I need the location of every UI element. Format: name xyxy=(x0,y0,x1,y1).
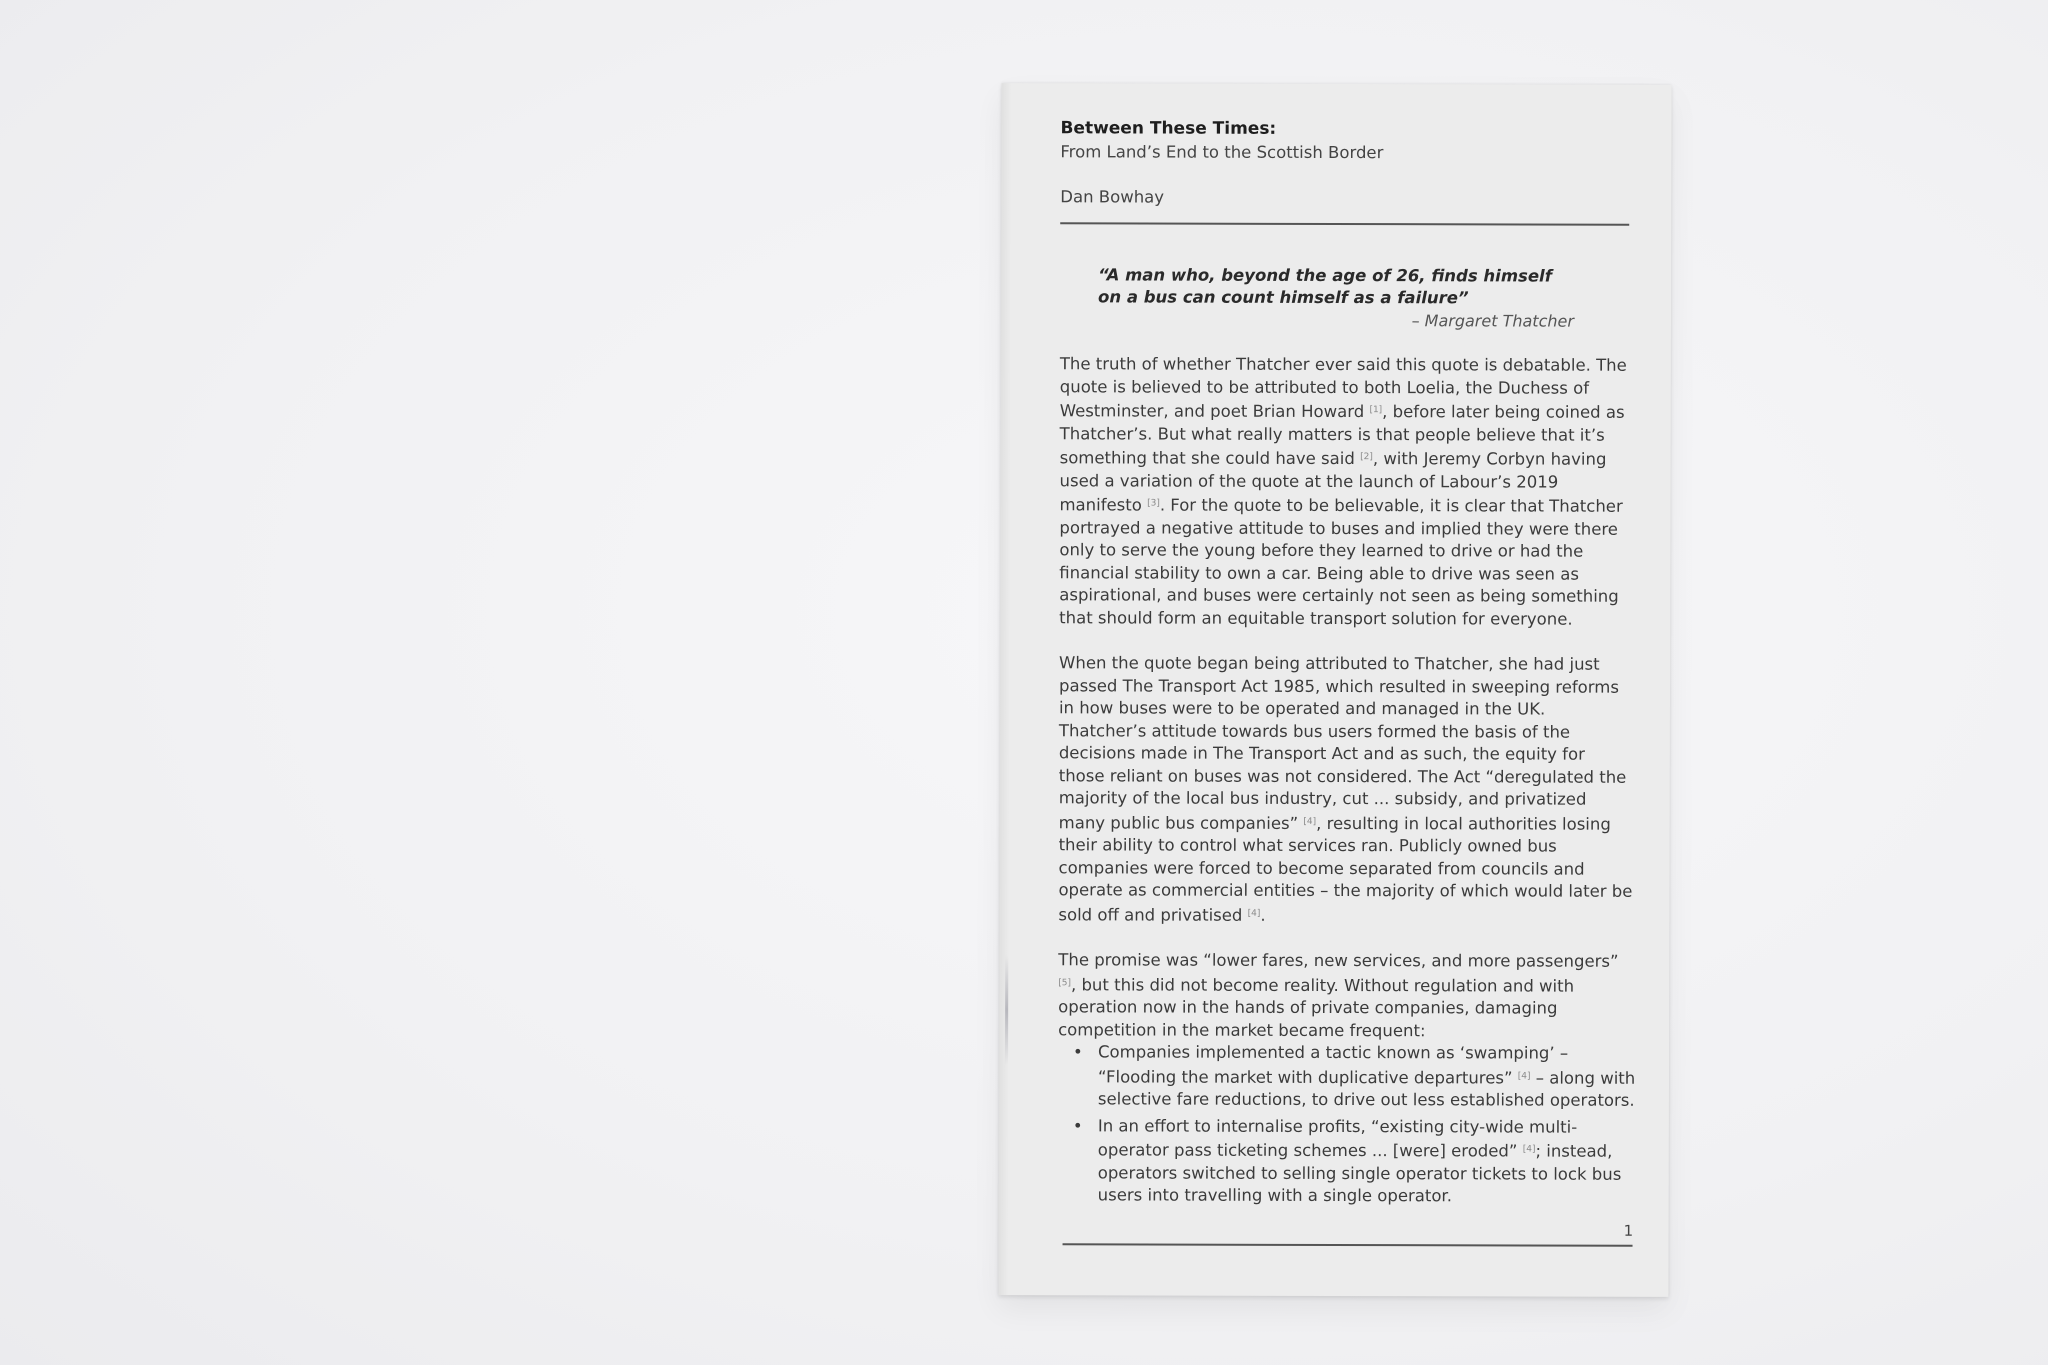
footer-divider xyxy=(1063,1243,1633,1246)
citation-ref: [3] xyxy=(1147,498,1160,509)
bullet-text: Companies implemented a tactic known as ‘swamping’ – “Flooding the market with duplicative departures” xyxy=(1097,1042,1569,1087)
bullet-dot: • xyxy=(1072,1115,1083,1135)
citation-ref: [1] xyxy=(1369,405,1383,416)
paragraph-text: , before later being coined as Thatcher’s. But what really matters is that people believe that it’s something that she could have said xyxy=(1059,402,1625,469)
bullet-text: In an effort to internalise profits, “existing city-wide multi-operator pass ticketing schemes ... [were] eroded” xyxy=(1097,1115,1578,1161)
bullet-text: – along with selective fare reductions, to drive out less established operators. xyxy=(1097,1068,1636,1110)
citation-ref: [4] xyxy=(1303,816,1317,827)
citation-ref: [2] xyxy=(1360,452,1373,463)
header-divider xyxy=(1060,222,1629,225)
paragraph-text: , with Jeremy Corbyn having used a variation of the quote at the launch of Labour’s 2019 manifesto xyxy=(1059,449,1607,515)
paragraph-text: The truth of whether Thatcher ever said this quote is debatable. The quote is believed to be attributed to both Loelia, the Duchess of Westminster, and poet Brian Howard xyxy=(1059,354,1627,422)
bullet-dot: • xyxy=(1073,1042,1083,1062)
citation-ref: [4] xyxy=(1522,1144,1536,1155)
citation-ref: [5] xyxy=(1058,977,1071,988)
paragraph-text: , but this did not become reality. Without regulation and with operation now in the hands of private companies, damaging competition in the market became frequent: xyxy=(1058,974,1575,1040)
paragraph-text: . For the quote to be believable, it is clear that Thatcher portrayed a negative attitude to buses and implied they were there only to serve the young before they learned to drive or had the financial stability to own a car. Being able to drive was seen as aspirational, and buses were certainly not seen as being something that should form an equitable transport solution for everyone. xyxy=(1059,495,1623,629)
booklet-page xyxy=(1058,117,1636,1212)
bullet-item xyxy=(1073,1041,1638,1112)
bullet-item xyxy=(1072,1115,1638,1208)
paragraph-text: , resulting in local authorities losing their ability to control what services ran. Publicly owned bus companies were forced to become separated from councils and operate as commercial entities – the majority of which would later be sold off and privatised xyxy=(1058,813,1633,925)
paragraph-text: The promise was “lower fares, new services, and more passengers” xyxy=(1058,950,1619,971)
paragraph-text: When the quote began being attributed to Thatcher, she had just passed The Transport Act 1985, which resulted in sweeping reforms in how buses were to be operated and managed in the UK. Thatcher’s attitude towards bus users formed the basis of the decisions made in The Transport Act and as such, the equity for those reliant on buses was not considered. The Act “deregulated the majority of the local bus industry, cut ... subsidy, and privatized many public bus companies” xyxy=(1058,653,1627,833)
epigraph-quote: “A man who, beyond the age of 26, finds himself on a bus can count himself as a failure” xyxy=(1098,264,1552,308)
booklet-subtitle: From Land’s End to the Scottish Border xyxy=(1060,142,1384,163)
body-paragraph xyxy=(1058,652,1634,928)
body-paragraph xyxy=(1059,353,1635,631)
bullet-list xyxy=(1058,1041,1638,1208)
booklet-title: Between These Times: xyxy=(1060,118,1277,139)
paragraph-text: . xyxy=(1260,905,1266,925)
booklet xyxy=(998,83,1671,1297)
citation-ref: [4] xyxy=(1247,908,1261,919)
bullet-text: ; instead, operators switched to selling single operator tickets to lock bus users into travelling with a single operator. xyxy=(1097,1141,1622,1206)
epigraph-attribution: – Margaret Thatcher xyxy=(1411,310,1574,331)
author-name: Dan Bowhay xyxy=(1060,187,1165,207)
body-paragraph xyxy=(1058,949,1633,1043)
citation-ref: [4] xyxy=(1517,1070,1531,1082)
page-number: 1 xyxy=(1623,1221,1634,1240)
